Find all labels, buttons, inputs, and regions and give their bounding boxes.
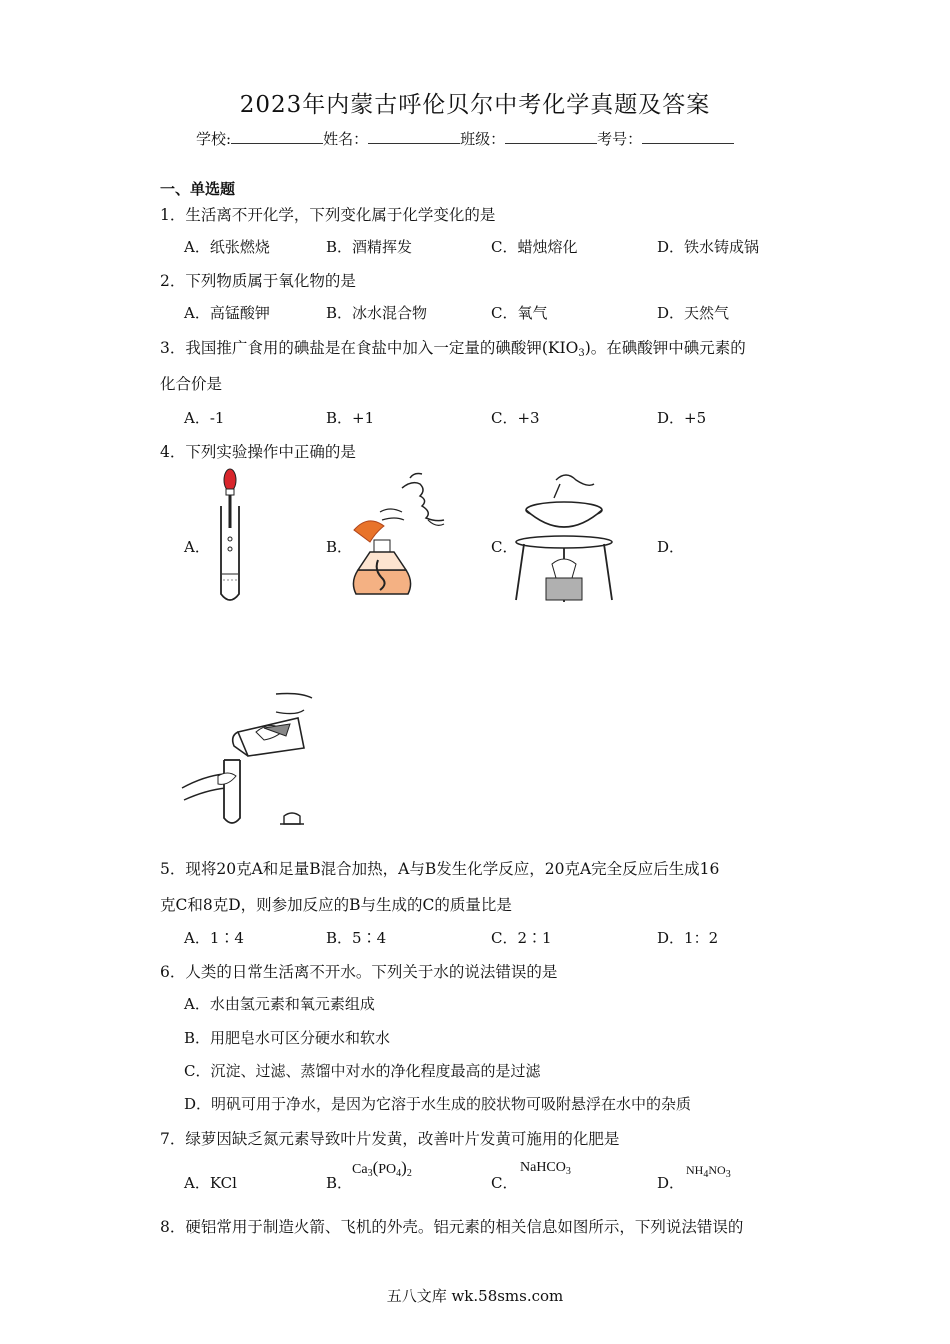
question-3-stem-line2: 化合价是 <box>160 375 223 393</box>
evaporating-dish-figure <box>510 470 620 605</box>
question-6-stem: 6．人类的日常生活离不开水。下列关于水的说法错误的是 <box>160 963 558 981</box>
exam-no-label: 考号： <box>597 130 643 148</box>
formula-b-paren-close: ) <box>401 1158 407 1177</box>
q1-option-c[interactable]: C．蜡烛熔化 <box>491 238 578 256</box>
page-title: 2023年内蒙古呼伦贝尔中考化学真题及答案 <box>239 92 711 118</box>
question-3-stem <box>160 336 746 359</box>
question-4-stem: 4．下列实验操作中正确的是 <box>160 443 356 461</box>
question-5-stem-line2: 克C和8克D，则参加反应的B与生成的C的质量比是 <box>160 896 512 914</box>
formula-d-no: NO <box>708 1163 726 1177</box>
formula-d-no-sub: 3 <box>725 1169 731 1180</box>
formula-d-nh: NH <box>686 1163 704 1177</box>
q2-option-b[interactable]: B．冰水混合物 <box>326 304 428 322</box>
q3-stem-part1: 3．我国推广食用的碘盐是在食盐中加入一定量的碘酸钾(KIO <box>160 339 579 357</box>
q3-option-d[interactable]: D．+5 <box>657 409 707 427</box>
question-8-stem: 8．硬铝常用于制造火箭、飞机的外壳。铝元素的相关信息如图所示，下列说法错误的 <box>160 1218 744 1236</box>
pouring-liquid-figure <box>180 690 320 830</box>
q7-option-b[interactable]: B． <box>326 1174 353 1192</box>
q1-option-d[interactable]: D．铁水铸成锅 <box>657 238 760 256</box>
q6-option-d[interactable]: D．明矾可用于净水，是因为它溶于水生成的胶状物可吸附悬浮在水中的杂质 <box>184 1095 692 1113</box>
q5-option-c[interactable]: C．2∶1 <box>491 929 552 947</box>
q4-option-c[interactable]: C． <box>491 538 518 556</box>
question-2-stem: 2．下列物质属于氧化物的是 <box>160 272 356 290</box>
formula-c-sub: 3 <box>565 1166 571 1177</box>
class-blank[interactable] <box>505 129 597 144</box>
formula-b-po-sub: 4 <box>396 1168 402 1179</box>
q2-option-a[interactable]: A．高锰酸钾 <box>184 304 270 322</box>
q5-option-a[interactable]: A．1∶4 <box>184 929 244 947</box>
dropper-test-tube-figure <box>205 466 255 606</box>
q4-option-a[interactable]: A． <box>184 538 210 556</box>
q7-option-a[interactable]: A．KCl <box>184 1174 237 1192</box>
question-5-stem: 5．现将20克A和足量B混合加热，A与B发生化学反应，20克A完全反应后生成16 <box>160 860 720 878</box>
q5-option-b[interactable]: B．5∶4 <box>326 929 387 947</box>
q5-option-d[interactable]: D．1：2 <box>657 929 719 947</box>
footer-watermark: 五八文库 wk.58sms.com <box>386 1287 564 1305</box>
formula-c-text: NaHCO <box>520 1160 566 1175</box>
q2-option-c[interactable]: C．氧气 <box>491 304 548 322</box>
question-7-stem: 7．绿萝因缺乏氮元素导致叶片发黄，改善叶片发黄可施用的化肥是 <box>160 1130 620 1148</box>
formula-b-po: PO <box>378 1162 397 1177</box>
question-1-stem: 1．生活离不开化学，下列变化属于化学变化的是 <box>160 206 496 224</box>
q7-option-c[interactable]: C． <box>491 1174 518 1192</box>
q6-option-b[interactable]: B．用肥皂水可区分硬水和软水 <box>184 1029 391 1047</box>
formula-b-ca: Ca <box>352 1162 368 1177</box>
q3-option-a[interactable]: A．-1 <box>184 409 225 427</box>
q2-option-d[interactable]: D．天然气 <box>657 304 730 322</box>
q4-option-d[interactable]: D． <box>657 538 685 556</box>
q1-option-a[interactable]: A．纸张燃烧 <box>184 238 270 256</box>
q7-formula-c <box>520 1160 571 1177</box>
q7-formula-d <box>686 1163 731 1180</box>
q7-formula-b <box>352 1158 412 1179</box>
school-label: 学校: <box>196 130 232 148</box>
formula-b-ca-sub: 3 <box>367 1168 373 1179</box>
q1-option-b[interactable]: B．酒精挥发 <box>326 238 413 256</box>
school-blank[interactable] <box>231 129 323 144</box>
formula-b-paren-open: ( <box>372 1158 379 1177</box>
formula-b-sub2: 2 <box>406 1168 412 1179</box>
q4-option-b[interactable]: B． <box>326 538 353 556</box>
name-blank[interactable] <box>368 129 460 144</box>
class-label: 班级： <box>460 130 506 148</box>
name-label: 姓名： <box>323 130 369 148</box>
q3-stem-subscript: 3 <box>578 348 585 359</box>
q3-stem-part2: )。在碘酸钾中碘元素的 <box>584 339 746 357</box>
q6-option-a[interactable]: A．水由氢元素和氧元素组成 <box>184 995 375 1013</box>
q3-option-b[interactable]: B．+1 <box>326 409 375 427</box>
exam-no-blank[interactable] <box>642 129 734 144</box>
formula-d-nh-sub: 4 <box>703 1169 709 1180</box>
alcohol-lamp-figure <box>340 470 460 605</box>
section-title: 一、单选题 <box>160 180 236 198</box>
q7-option-d[interactable]: D． <box>657 1174 685 1192</box>
student-info-row <box>196 128 734 149</box>
q3-option-c[interactable]: C．+3 <box>491 409 540 427</box>
q6-option-c[interactable]: C．沉淀、过滤、蒸馏中对水的净化程度最高的是过滤 <box>184 1062 541 1080</box>
